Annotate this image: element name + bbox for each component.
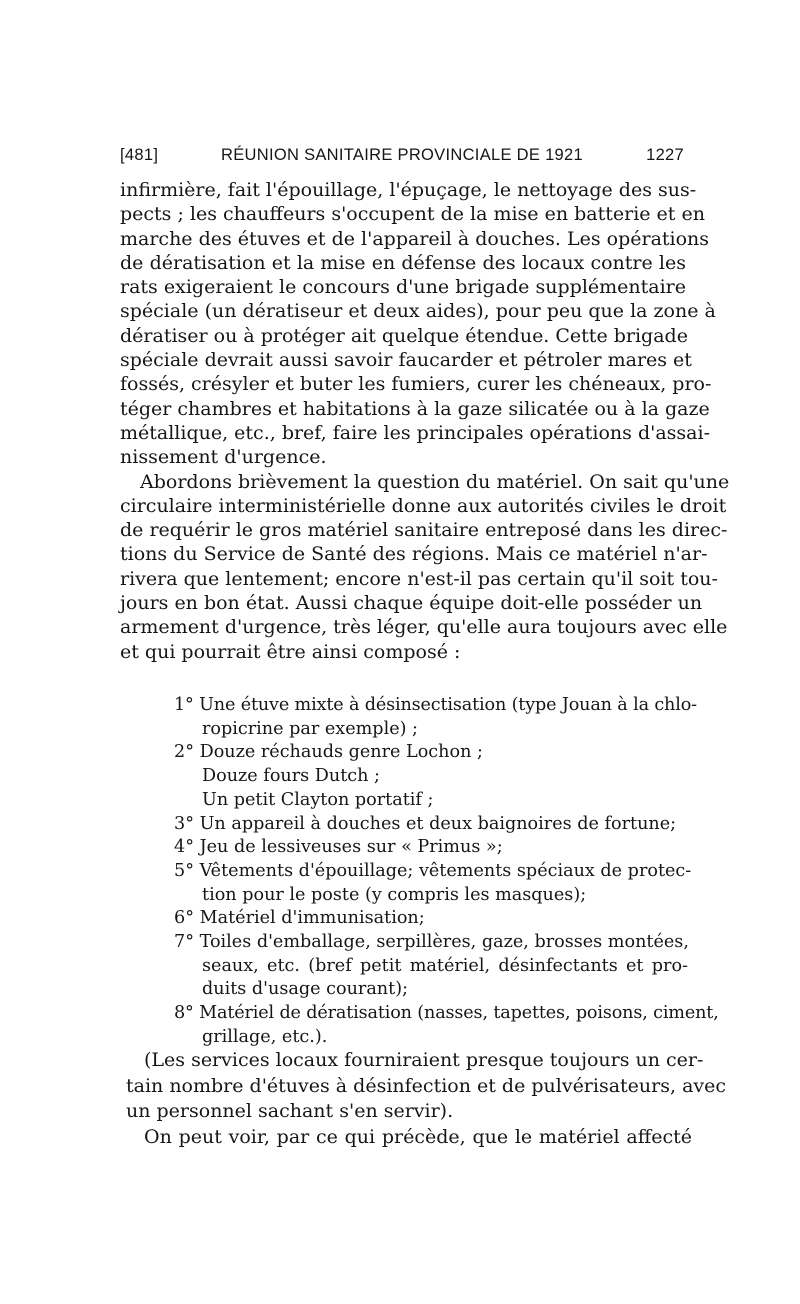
text-line: métallique, etc., bref, faire les principales opérations d'assai- xyxy=(120,421,711,444)
text-line: de dératisation et la mise en défense des locaux contre les xyxy=(120,251,686,274)
text-line: nissement d'urgence. xyxy=(120,446,327,469)
list-item-continuation: tion pour le poste (y compris les masques); xyxy=(202,884,587,905)
paragraph-conclusion xyxy=(126,1125,692,1151)
text-line: rivera que lentement; encore n'est-il pas certain qu'il soit tou- xyxy=(120,567,718,590)
list-subitem: Douze fours Dutch ; xyxy=(202,766,380,787)
text-line: dératiser ou à protéger ait quelque étendue. Cette brigade xyxy=(120,324,688,347)
list-item: 3° Un appareil à douches et deux baignoires de fortune; xyxy=(174,813,677,834)
list-item-continuation: seaux, etc. (bref petit matériel, désinfectants et pro- xyxy=(202,955,688,976)
text-line: infirmière, fait l'épouillage, l'épuçage, le nettoyage des sus- xyxy=(120,179,697,201)
list-item: 8° Matériel de dératisation (nasses, tapettes, poisons, ciment, xyxy=(174,1003,719,1024)
text-line: armement d'urgence, très léger, qu'elle aura toujours avec elle xyxy=(120,616,728,639)
closing-text xyxy=(126,1048,727,1150)
list-item: 5° Vêtements d'épouillage; vêtements spéciaux de protec- xyxy=(174,860,692,881)
text-line: circulaire interministérielle donne aux autorités civiles le droit xyxy=(120,494,727,517)
text-line: jours en bon état. Aussi chaque équipe doit-elle posséder un xyxy=(120,592,703,615)
list-item-continuation: duits d'usage courant); xyxy=(202,979,408,1000)
main-text xyxy=(120,178,730,664)
text-line: On peut voir, par ce qui précède, que le matériel affecté xyxy=(144,1125,692,1148)
list-item: 2° Douze réchauds genre Lochon ; xyxy=(174,742,483,763)
paragraph-local-services xyxy=(126,1048,727,1125)
text-line: téger chambres et habitations à la gaze silicatée ou à la gaze xyxy=(120,397,710,420)
equipment-list xyxy=(174,694,719,1050)
text-line: pects ; les chauffeurs s'occupent de la mise en batterie et en xyxy=(120,203,705,226)
list-item-continuation: ropicrine par exemple) ; xyxy=(202,718,418,739)
text-line: spéciale (un dératiseur et deux aides), pour peu que la zone à xyxy=(120,300,716,323)
running-header xyxy=(120,146,684,170)
page-number: 1227 xyxy=(646,146,684,164)
list-item: 4° Jeu de lessiveuses sur « Primus »; xyxy=(174,837,503,858)
list-item-continuation: grillage, etc.). xyxy=(202,1026,328,1047)
text-line: marche des étuves et de l'appareil à douches. Les opérations xyxy=(120,227,710,250)
text-line: rats exigeraient le concours d'une brigade supplémentaire xyxy=(120,276,686,299)
text-line: un personnel sachant s'en servir). xyxy=(126,1100,454,1122)
text-line: de requérir le gros matériel sanitaire entreposé dans les direc- xyxy=(120,519,728,542)
paragraph-equipment xyxy=(120,470,730,664)
text-line: tions du Service de Santé des régions. Mais ce matériel n'ar- xyxy=(120,543,708,566)
header-page-ref: [481] xyxy=(120,146,159,164)
paragraph-staff-duties xyxy=(120,178,716,470)
list-subitem: Un petit Clayton portatif ; xyxy=(202,789,434,810)
text-line: (Les services locaux fourniraient presque toujours un cer- xyxy=(144,1049,704,1071)
list-item: 6° Matériel d'immunisation; xyxy=(174,908,425,929)
text-line: fossés, crésyler et buter les fumiers, curer les chéneaux, pro- xyxy=(120,373,712,396)
header-title: RÉUNION SANITAIRE PROVINCIALE DE 1921 xyxy=(221,146,583,164)
text-line: tain nombre d'étuves à désinfection et de pulvérisateurs, avec xyxy=(126,1074,727,1097)
list-item: 7° Toiles d'emballage, serpillères, gaze, brosses montées, xyxy=(174,932,689,953)
list-item: 1° Une étuve mixte à désinsectisation (type Jouan à la chlo- xyxy=(174,695,697,715)
text-line: et qui pourrait être ainsi composé : xyxy=(120,640,461,663)
text-line: spéciale devrait aussi savoir faucarder et pétroler mares et xyxy=(120,349,692,372)
text-line: Abordons brièvement la question du matériel. On sait qu'une xyxy=(140,470,730,493)
